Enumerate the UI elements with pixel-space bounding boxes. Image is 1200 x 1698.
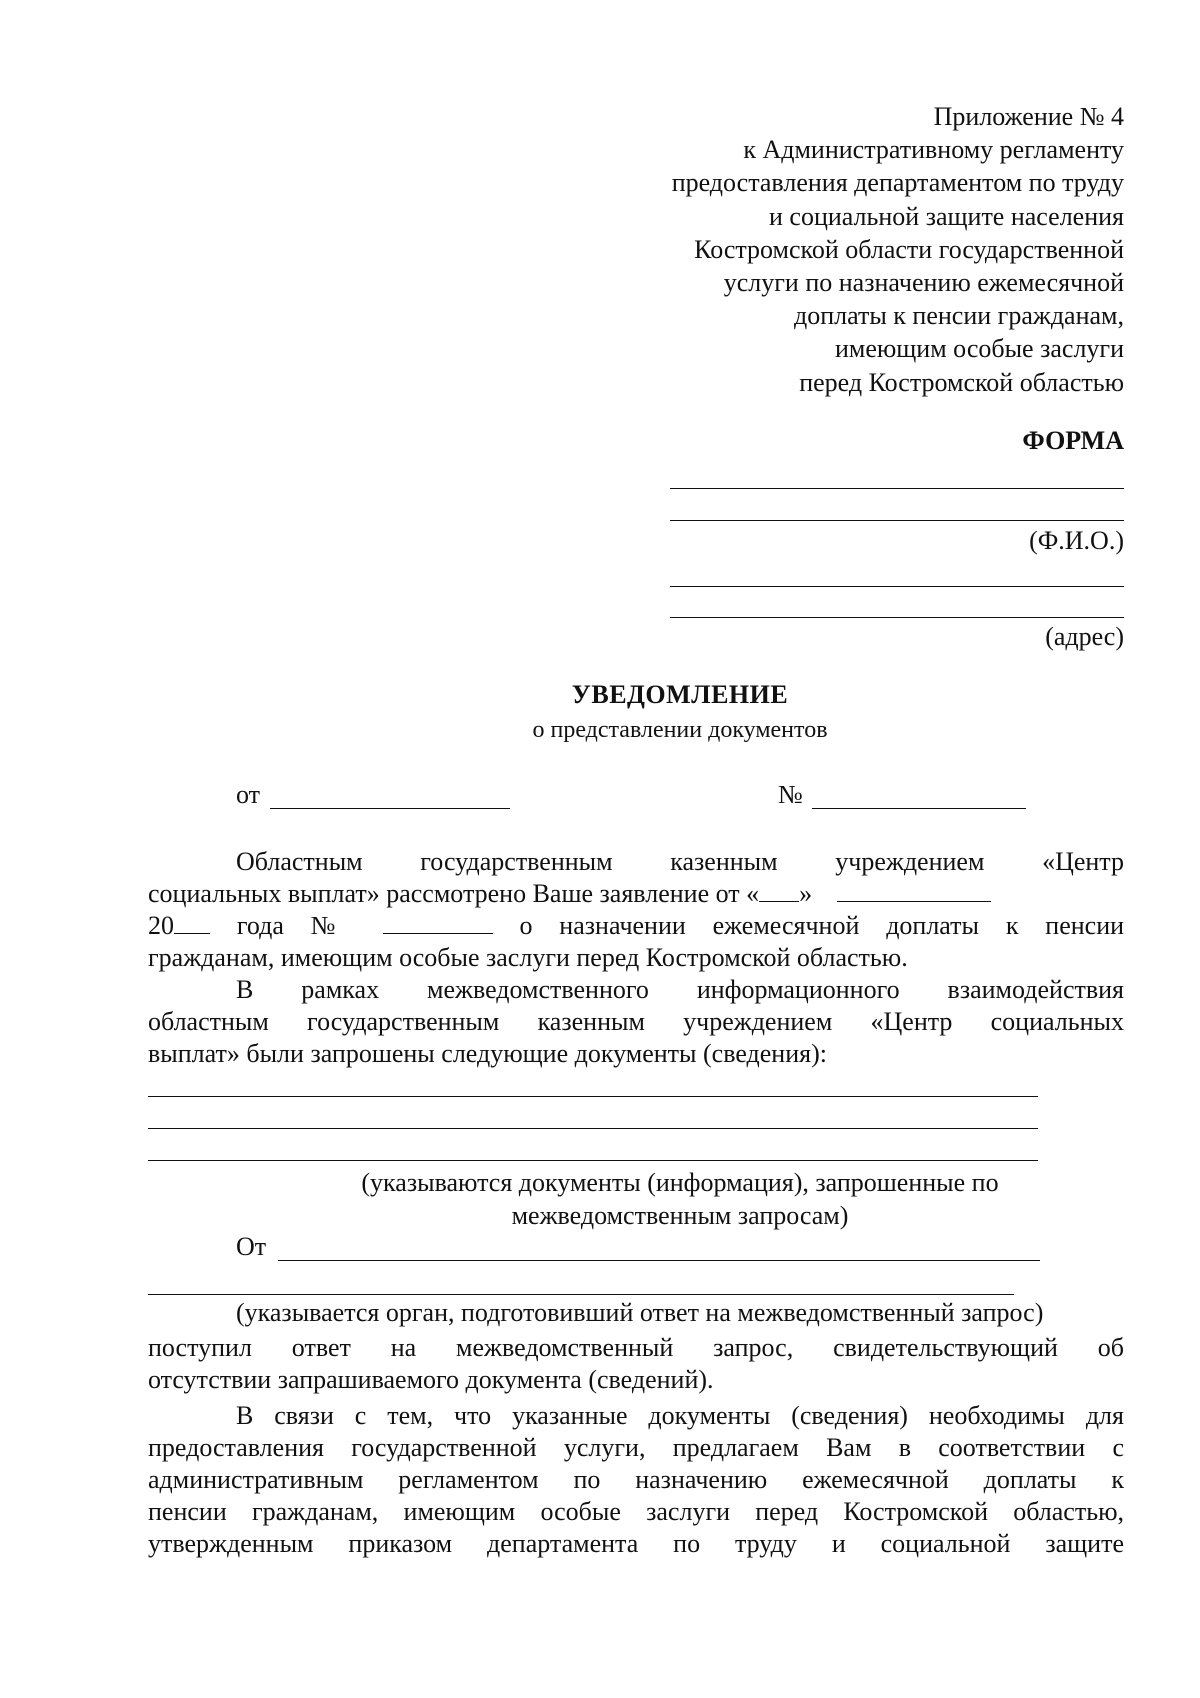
word: казенным: [670, 847, 778, 876]
recipient-address-line-1[interactable]: [670, 586, 1124, 587]
from-label: От: [236, 1232, 267, 1261]
recipient-name-line-1[interactable]: [670, 488, 1124, 489]
paragraph-2-line-3: выплат» были запрошены следующие документы (сведения):: [148, 1039, 827, 1068]
form-label: ФОРМА: [1022, 426, 1124, 455]
header-line: доплаты к пенсии гражданам,: [793, 301, 1124, 331]
appendix-header: [564, 100, 1124, 399]
name-caption: (Ф.И.О.): [1029, 526, 1124, 555]
recipient-name-line-2[interactable]: [670, 520, 1124, 521]
word: государственным: [420, 847, 613, 876]
date-label: от: [236, 780, 261, 809]
organ-caption: (указывается орган, подготовивший ответ на межведомственный запрос): [236, 1298, 1044, 1327]
recipient-address-line-2[interactable]: [670, 617, 1124, 618]
header-line: имеющим особые заслуги: [834, 334, 1124, 364]
application-day-field[interactable]: [759, 879, 799, 902]
paragraph-4-line-5: утвержденным приказом департамента по труду и социальной защите: [148, 1529, 1124, 1558]
paragraph-3-line-1: поступил ответ на межведомственный запрос, свидетельствующий об: [148, 1333, 1124, 1362]
word: учреждением: [835, 847, 985, 876]
header-line: Костромской области государственной: [694, 234, 1124, 264]
word: «Центр: [1042, 847, 1124, 876]
paragraph-4-line-2: предоставления государственной услуги, предлагаем Вам в соответствии с: [148, 1433, 1124, 1462]
organ-line-1[interactable]: [278, 1260, 1040, 1261]
text: года №: [236, 911, 356, 940]
paragraph-1-line-1: [236, 846, 1124, 878]
paragraph-1-line-3: [148, 910, 1124, 942]
header-line: и социальной защите населения: [768, 201, 1124, 231]
paragraph-4-line-1: В связи с тем, что указанные документы (сведения) необходимы для: [236, 1401, 1124, 1430]
date-field[interactable]: [270, 808, 510, 809]
number-label: №: [778, 780, 803, 809]
paragraph-2-line-1: В рамках межведомственного информационного взаимодействия: [236, 975, 1124, 1004]
paragraph-2-line-2: областным государственным казенным учреждением «Центр социальных: [148, 1007, 1124, 1036]
documents-line-2[interactable]: [148, 1128, 1038, 1129]
documents-caption: [320, 1166, 1040, 1232]
address-caption: (адрес): [1045, 622, 1124, 651]
application-month-field[interactable]: [837, 879, 991, 902]
documents-line-1[interactable]: [148, 1096, 1038, 1097]
application-number-field[interactable]: [383, 911, 493, 934]
header-line: услуги по назначению ежемесячной: [723, 268, 1124, 298]
paragraph-3-line-2: отсутствии запрашиваемого документа (сведений).: [148, 1365, 714, 1394]
word: Областным: [236, 847, 363, 876]
paragraph-1-line-4: гражданам, имеющим особые заслуги перед Костромской областью.: [148, 943, 908, 972]
documents-line-3[interactable]: [148, 1160, 1038, 1161]
application-year-field[interactable]: [174, 911, 210, 934]
text: социальных выплат» рассмотрено Ваше заявление от «: [148, 879, 760, 908]
header-line: перед Костромской областью: [799, 367, 1124, 397]
document-title: УВЕДОМЛЕНИЕ: [571, 680, 789, 709]
organ-line-2[interactable]: [148, 1294, 1014, 1295]
text: 20: [148, 911, 174, 940]
paragraph-4-line-3: административным регламентом по назначению ежемесячной доплаты к: [148, 1465, 1124, 1494]
header-line: Приложение № 4: [933, 102, 1124, 131]
paragraph-4-line-4: пенсии гражданам, имеющим особые заслуги перед Костромской областью,: [148, 1497, 1124, 1526]
document-subtitle: о представлении документов: [532, 717, 828, 743]
caption-line: межведомственным запросам): [511, 1201, 849, 1230]
paragraph-1-line-2: [148, 878, 1124, 910]
caption-line: (указываются документы (информация), запрошенные по: [361, 1168, 999, 1197]
text: о назначении ежемесячной доплаты к пенсии: [519, 911, 1124, 940]
header-line: к Административному регламенту: [743, 135, 1124, 165]
text: »: [799, 879, 813, 908]
number-field[interactable]: [812, 808, 1026, 809]
header-line: предоставления департаментом по труду: [671, 168, 1124, 198]
